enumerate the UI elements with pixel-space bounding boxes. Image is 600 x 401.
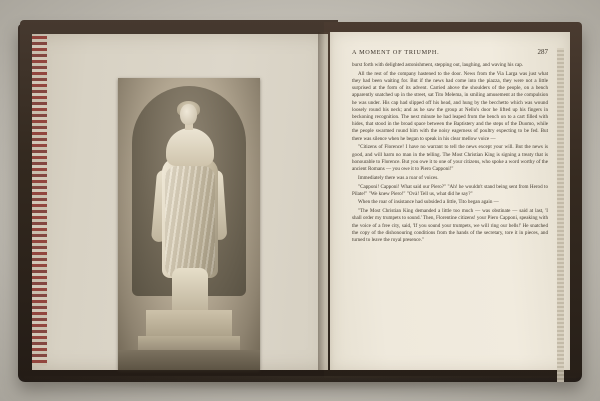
left-page-fore-edge xyxy=(32,36,47,366)
paragraph: Immediately there was a roar of voices. xyxy=(358,174,439,181)
paragraph: burst forth with delighted astonishment, stepping out, laughing, and waving his cap. xyxy=(352,62,524,68)
statue-photograph xyxy=(118,78,260,370)
paragraph: "The Most Christian King demanded a little too much — was obstinate — said at last, 'I shall order my trumpets to sound.' Then, Florentine citizens! your Piero Capponi, speaking with the voice of a free city, said, 'If you sound your trumpets, we will ring our bells!' He snatched the copy of the dishonouring conditions from the hands of the secretary, tore it in pieces, and turned to leave the royal presence." xyxy=(352,208,548,244)
statue-robe-folds xyxy=(165,166,215,278)
right-page xyxy=(330,32,570,370)
statue-head xyxy=(180,104,197,125)
book-cast-shadow xyxy=(24,376,576,390)
body-text-column xyxy=(352,62,548,358)
left-page xyxy=(32,34,328,370)
floor-shadow xyxy=(118,350,260,370)
paragraph: "Citizens of Florence! I have no warrant to tell the news except your will. But the news is good, and will harm no man in the telling. The Most Christian King is signing a treaty that is honourable to Florence. But you owe it to one of your citizens, who spoke a word worthy of the ancient Romans — you owe it to Piero Capponi!" xyxy=(352,144,548,173)
running-head xyxy=(352,48,548,56)
open-book xyxy=(18,18,582,384)
statue-legs xyxy=(172,268,208,314)
page-number: 287 xyxy=(537,48,548,56)
right-page-fore-edge xyxy=(557,48,564,382)
paragraph: "Capponi! Capponi! What said our Piero?" "Ah! he wouldn't stand being sent from Herod to Pilate!" "We knew Piero!" "Ovà! Tell us, what did he say?" xyxy=(352,183,548,197)
book-gutter-shadow xyxy=(318,32,334,370)
running-head-title: A MOMENT OF TRIUMPH. xyxy=(352,49,440,56)
paragraph: When the roar of insistance had subsided a little, Tito began again — xyxy=(358,199,499,206)
paragraph: All the rest of the company hastened to the door. News from the Via Larga was just what they had been waiting for. But if the news had come into the piazza, they were not a little surprised at the form of its advent. Carried above the shoulders of the people, on a bench apparently snatched up in the street, sat Tito Melema, in smiling amusement at the compulsion he was under. His cap had slipped off his head, and hung by the becchetto which was wound loosely round his neck; and as he saw the group at Nello's door he lifted up his fingers in beckoning recognition. The next minute he had leaped from the bench on to a cart filled with hides, that stood in the broad space between the Baptistery and the steps of the Duomo, while the people swarmed round him with the noisy eagerness of poultry expecting to be fed. But there was silence when he began to speak in his clear mellow voice — xyxy=(352,70,548,142)
mounted-photograph xyxy=(118,78,260,370)
